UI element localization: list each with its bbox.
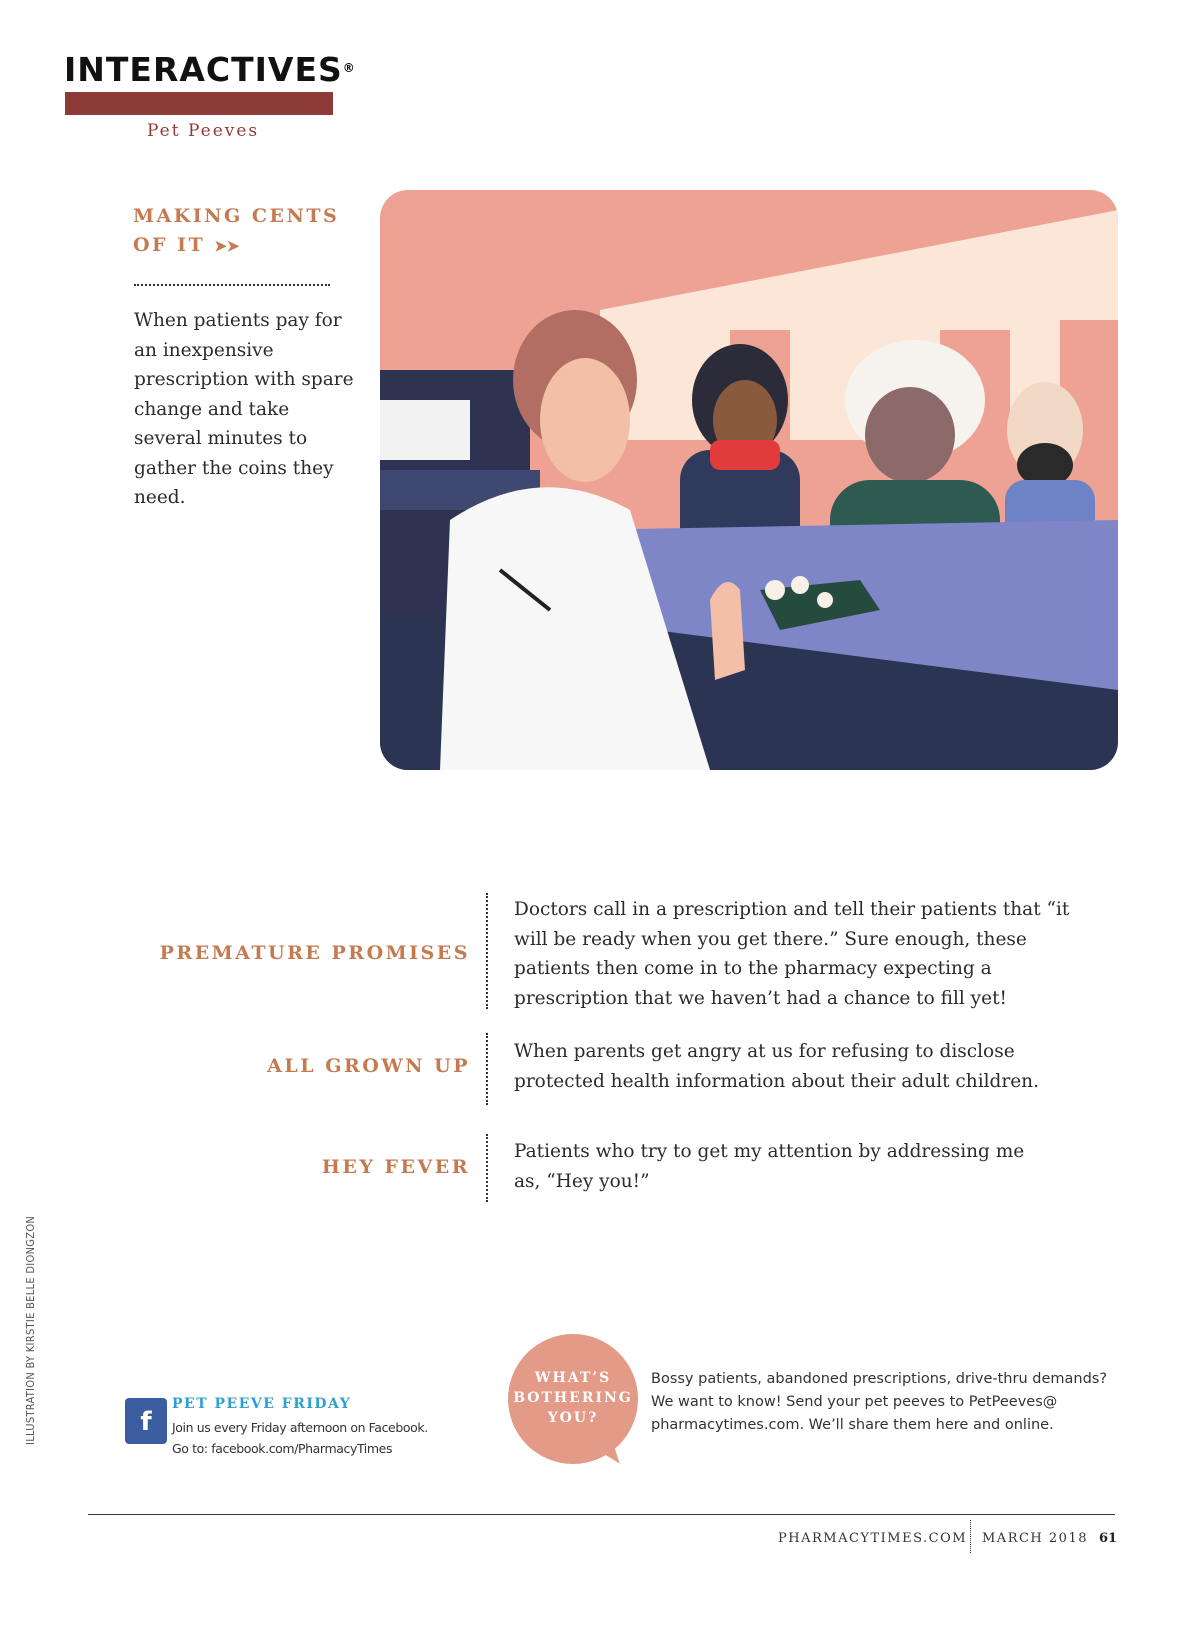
- section-name: Pet Peeves: [147, 121, 260, 141]
- registered-mark: ®: [342, 61, 356, 75]
- illustration-credit: ILLUSTRATION BY KIRSTIE BELLE DIONGZON: [24, 1215, 37, 1445]
- facebook-promo-link[interactable]: Go to: facebook.com/PharmacyTimes: [172, 1441, 393, 1456]
- peeve-text-all-grown-up: When parents get angry at us for refusing to disclose protected health information about their adult children.: [514, 1041, 1039, 1092]
- footer-rule: [88, 1514, 1115, 1515]
- bubble-line: BOTHERING: [513, 1390, 633, 1406]
- lead-title-text: MAKING CENTS OF IT: [133, 205, 340, 256]
- double-arrow-icon: ➤➤: [214, 237, 240, 255]
- brand-bar: [65, 92, 333, 115]
- dotted-divider: [486, 1033, 488, 1105]
- footer-date: MARCH 2018: [982, 1531, 1088, 1546]
- peeve-text-premature-promises: Doctors call in a prescription and tell their patients that “it will be ready when you get there.” Sure enough, these patients then come in to the pharmacy expecting a prescription that we haven’t had a chance to fill yet!: [514, 899, 1070, 1009]
- facebook-letter: f: [140, 1407, 152, 1437]
- footer-site[interactable]: PHARMACYTIMES.COM: [778, 1531, 968, 1546]
- facebook-promo-title: PET PEEVE FRIDAY: [172, 1396, 352, 1412]
- peeve-label-hey-fever: HEY FEVER: [321, 1156, 470, 1178]
- facebook-icon[interactable]: [125, 1398, 167, 1444]
- lead-title: [133, 202, 363, 261]
- dotted-divider: [134, 284, 330, 286]
- facebook-promo-line: Join us every Friday afternoon on Facebook.: [172, 1420, 428, 1435]
- dotted-divider: [486, 893, 488, 1009]
- speech-bubble-text: [508, 1368, 638, 1428]
- footer-separator: [970, 1520, 971, 1553]
- lead-text: When patients pay for an inexpensive prescription with spare change and take several minutes to gather the coins they need.: [134, 310, 354, 508]
- bubble-line: WHAT’S: [534, 1370, 612, 1386]
- submission-promo-text: Bossy patients, abandoned prescriptions, drive-thru demands? We want to know! Send your pet peeves to PetPeeves@ pharmacytimes.com. We’ll share them here and online.: [651, 1371, 1108, 1433]
- brand-text: INTERACTIVES: [64, 50, 343, 89]
- peeve-label-all-grown-up: ALL GROWN UP: [267, 1055, 470, 1077]
- magazine-section-logo: [64, 52, 356, 88]
- dotted-divider: [486, 1134, 488, 1202]
- peeve-text-hey-fever: Patients who try to get my attention by addressing me as, “Hey you!”: [514, 1141, 1025, 1192]
- pharmacy-illustration: [380, 190, 1118, 770]
- peeve-label-premature-promises: PREMATURE PROMISES: [159, 942, 470, 964]
- bubble-line: YOU?: [547, 1410, 599, 1426]
- page-number: 61: [1099, 1531, 1118, 1546]
